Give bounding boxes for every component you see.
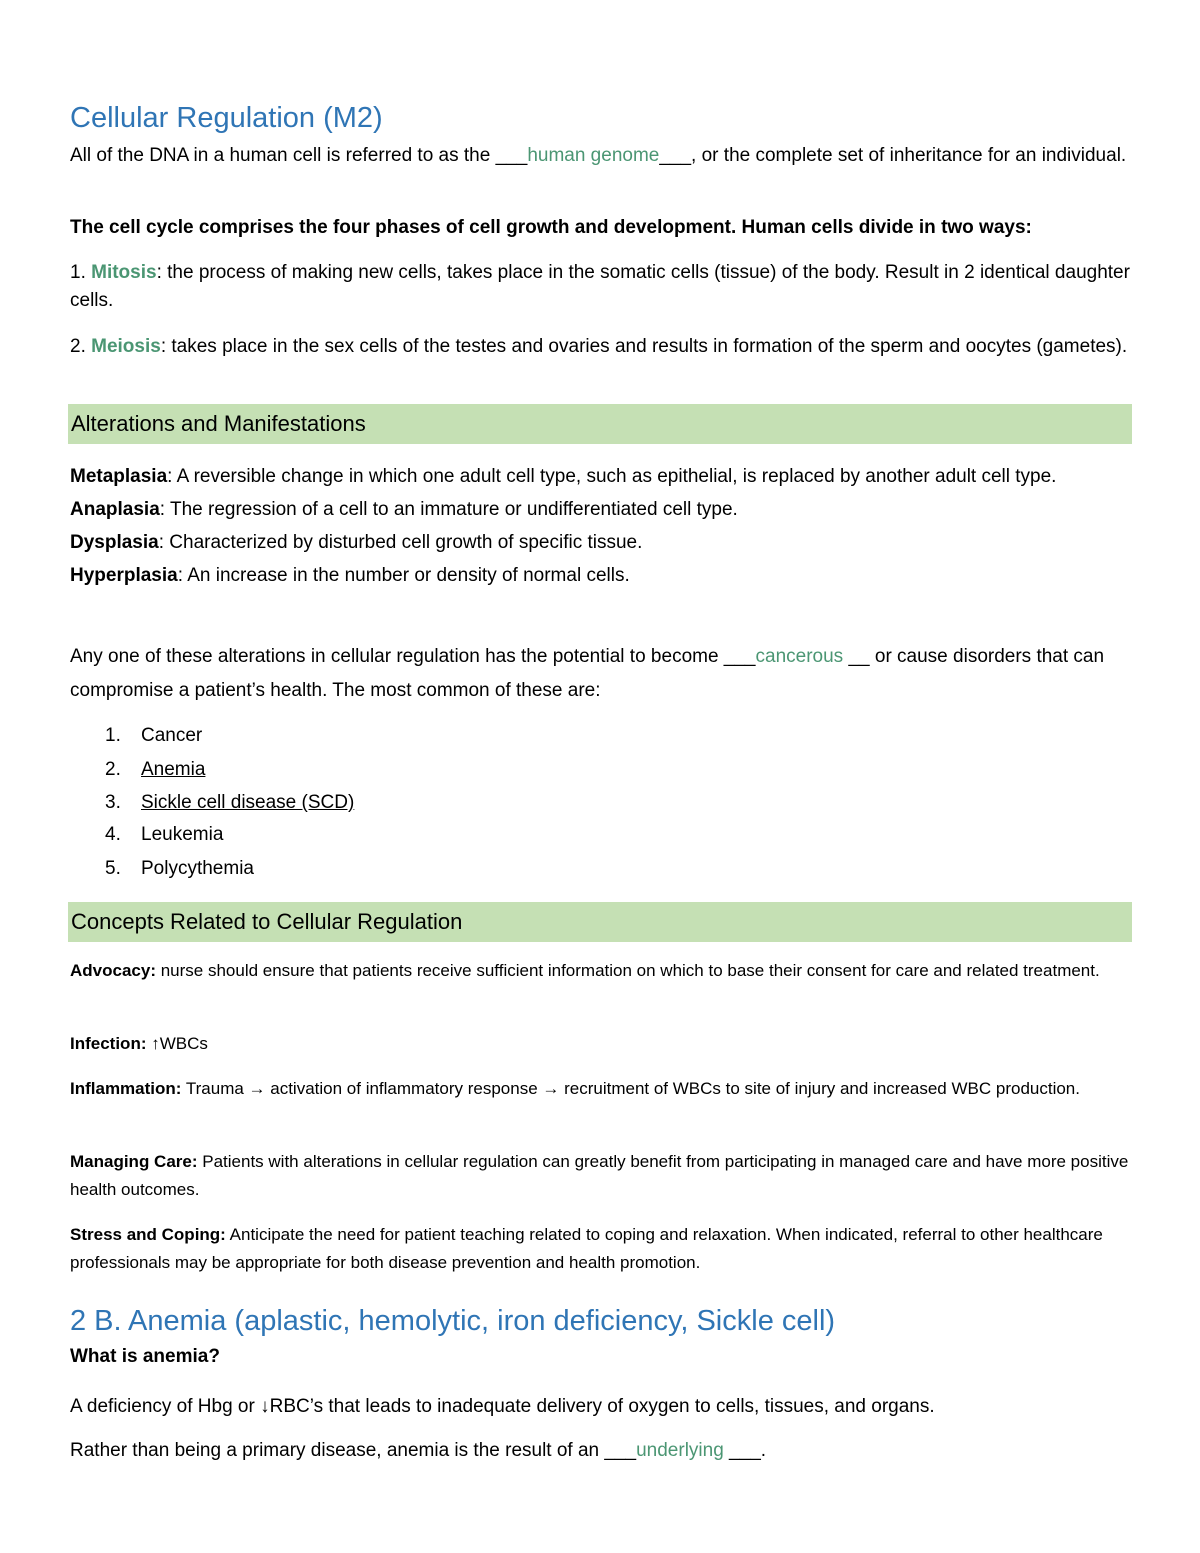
concepts-heading-band [68,902,1132,942]
list-number: 4. [105,824,121,845]
cause-before: Rather than being a primary disease, anemia is the result of an ___ [70,1440,637,1461]
cause-fill-answer: underlying [636,1440,724,1461]
concept-term: Managing Care: [70,1152,198,1171]
concept-inflammation [70,1075,1130,1103]
definition-text: : A reversible change in which one adult cell type, such as epithelial, is replaced by another adult cell type. [167,466,1057,487]
intro-fill-answer: human genome [527,145,660,166]
cause-after: ___. [723,1440,767,1461]
list-item [105,821,223,849]
definition-text: : The regression of a cell to an immature or undifferentiated cell type. [159,499,738,520]
concept-text: nurse should ensure that patients receive sufficient information on which to base their consent for care and related treatment. [155,961,1100,980]
mitosis-text: : the process of making new cells, takes place in the somatic cells (tissue) of the body. Result in 2 identical daughter cells. [70,262,1130,311]
alterations-definitions [70,460,1130,592]
concept-text: Patients with alterations in cellular regulation can greatly benefit from participating in managed care and have more positive health outcomes. [70,1152,1129,1199]
alterations-heading-band [68,404,1132,444]
meiosis-term: Meiosis [91,336,161,357]
meiosis-number: 2. [70,336,92,357]
anemia-cause [70,1437,1130,1465]
list-item [105,756,205,784]
concept-term: Advocacy: [70,961,156,980]
cell-cycle-paragraph: The cell cycle comprises the four phases of cell growth and development. Human cells divide in two ways: [70,217,1032,238]
mitosis-term: Mitosis [91,262,157,283]
definition-term: Hyperplasia [70,565,178,586]
list-number: 2. [105,759,121,780]
definition-text: : An increase in the number or density of normal cells. [177,565,630,586]
intro-paragraph [70,142,1130,170]
anemia-definition: A deficiency of Hbg or ↓RBC’s that leads to inadequate delivery of oxygen to cells, tissues, and organs. [70,1396,935,1417]
alterations-heading: Alterations and Manifestations [71,411,366,436]
list-item [105,789,354,817]
summary-after: __ or cause disorders that can compromise a patient’s health. The most common of these are: [70,646,1105,701]
definition-hyperplasia [70,559,1130,592]
list-label-link[interactable]: Sickle cell disease (SCD) [141,792,355,813]
mitosis-number: 1. [70,262,92,283]
list-label-link[interactable]: Anemia [141,759,206,780]
definition-term: Anaplasia [70,499,160,520]
concepts-heading: Concepts Related to Cellular Regulation [71,909,463,934]
concept-term: Infection: [70,1034,147,1053]
list-number: 5. [105,858,121,879]
concept-term: Inflammation: [70,1079,182,1098]
list-number: 3. [105,792,121,813]
anemia-title: 2 B. Anemia (aplastic, hemolytic, iron deficiency, Sickle cell) [70,1305,836,1337]
meiosis-text: : takes place in the sex cells of the testes and ovaries and results in formation of the sperm and oocytes (gametes). [160,336,1128,357]
concept-text: ↑WBCs [146,1034,208,1053]
anemia-question: What is anemia? [70,1346,220,1367]
concept-advocacy [70,957,1130,985]
intro-before: All of the DNA in a human cell is referred to as the ___ [70,145,528,166]
concept-term: Stress and Coping: [70,1225,226,1244]
list-label: Polycythemia [141,858,254,879]
alterations-summary [70,640,1130,708]
concept-text: Anticipate the need for patient teaching related to coping and relaxation. When indicated, referral to other healthcare professionals may be appropriate for both disease prevention and health promotion. [70,1225,1103,1272]
page-title: Cellular Regulation (M2) [70,102,383,134]
summary-fill-answer: cancerous [755,646,844,667]
concept-text: Trauma → activation of inflammatory response → recruitment of WBCs to site of injury and increased WBC production. [181,1079,1080,1098]
definition-term: Metaplasia [70,466,168,487]
concept-stress-coping [70,1221,1130,1277]
concept-infection [70,1030,1130,1058]
list-item [105,722,202,750]
intro-after: ___, or the complete set of inheritance for an individual. [659,145,1127,166]
definition-anaplasia [70,493,1130,526]
definition-term: Dysplasia [70,532,159,553]
list-label: Cancer [141,725,203,746]
definition-dysplasia [70,526,1130,559]
list-item [105,855,254,883]
list-number: 1. [105,725,121,746]
concept-managing-care [70,1148,1130,1204]
meiosis-paragraph [70,333,1130,361]
mitosis-paragraph [70,259,1130,315]
definition-metaplasia [70,460,1130,493]
list-label: Leukemia [141,824,224,845]
definition-text: : Characterized by disturbed cell growth of specific tissue. [158,532,643,553]
summary-before: Any one of these alterations in cellular regulation has the potential to become ___ [70,646,756,667]
